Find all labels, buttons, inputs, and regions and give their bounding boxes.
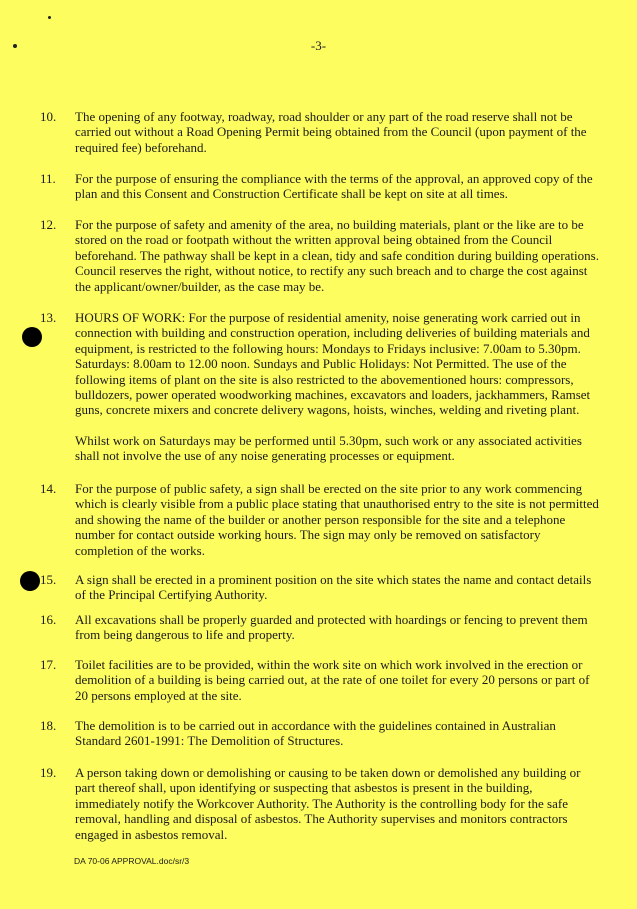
clause-number: 11.: [40, 171, 56, 186]
clause-number: 16.: [40, 612, 57, 627]
clause-number: 19.: [40, 765, 57, 780]
clause-number: 18.: [40, 718, 57, 733]
clause-text: HOURS OF WORK: For the purpose of residential amenity, noise generating work carried out in connection with building and construction operation, including deliveries of building materials and equipment, is restricted to the following hours: Mondays to Fridays inclusive: 7.00am to 5.30pm. Saturdays: 8.00am to 12.00 noon. Sundays and Public Holidays: Not Permitted. The use of the following items of plant on the site is also restricted to the abovementioned hours: compressors, bulldozers, power operated woodworking machines, excavators and loaders, jackhammers, Ramset guns, concrete mixers and concrete delivery wagons, hoists, winches, welding and riveting plant.: [75, 310, 591, 418]
clause-11: [40, 171, 600, 202]
paper-speck: [48, 16, 51, 19]
punch-hole: [22, 327, 42, 347]
clause-18: [40, 718, 600, 749]
clause-text: All excavations shall be properly guarded and protected with hoardings or fencing to prevent them from being dangerous to life and property.: [75, 612, 588, 643]
clause-number: 13.: [40, 310, 57, 325]
clause-number: 15.: [40, 572, 57, 587]
clause-text: For the purpose of safety and amenity of the area, no building materials, plant or the like are to be stored on the road or footpath without the written approval being obtained from the Council beforehand. The pathway shall be kept in a clean, tidy and safe condition during building operations. Council reserves the right, without notice, to rectify any such breach and to charge the cost against the applicant/owner/builder, as the case may be.: [75, 217, 599, 294]
clause-text: The opening of any footway, roadway, road shoulder or any part of the road reserve shall not be carried out without a Road Opening Permit being obtained from the Council (upon payment of the required fee) beforehand.: [75, 109, 587, 155]
clause-19: [40, 765, 600, 842]
clause-10: [40, 109, 600, 155]
clause-number: 17.: [40, 657, 57, 672]
clause-16: [40, 612, 600, 643]
punch-hole: [20, 571, 40, 591]
clause-number: 10.: [40, 109, 57, 124]
clause-text-continued: Whilst work on Saturdays may be performed until 5.30pm, such work or any associated activities shall not involve the use of any noise generating processes or equipment.: [75, 432, 582, 464]
clause-number: 14.: [40, 481, 57, 496]
document-reference: DA 70-06 APPROVAL.doc/sr/3: [74, 856, 190, 866]
clause-13: [40, 310, 600, 464]
clause-text: Toilet facilities are to be provided, within the work site on which work involved in the erection or demolition of a building is being carried out, at the rate of one toilet for every 20 persons or part of 20 persons employed at the site.: [75, 657, 590, 703]
clause-14: [40, 481, 600, 558]
clause-text: A sign shall be erected in a prominent position on the site which states the name and contact details of the Principal Certifying Authority.: [75, 572, 592, 603]
clause-text: A person taking down or demolishing or causing to be taken down or demolished any building or part thereof shall, upon identifying or suspecting that asbestos is present in the building, immediately notify the Workcover Authority. The Authority is the controlling body for the safe removal, handling and disposal of asbestos. The Authority supervises and monitors contractors engaged in asbestos removal.: [75, 765, 581, 842]
clause-15: [40, 572, 600, 603]
clause-text: For the purpose of ensuring the compliance with the terms of the approval, an approved copy of the plan and this Consent and Construction Certificate shall be kept on site at all times.: [75, 171, 593, 202]
page-number: -3-: [310, 38, 327, 53]
clause-number: 12.: [40, 217, 57, 232]
clause-text: For the purpose of public safety, a sign shall be erected on the site prior to any work commencing which is clearly visible from a public place stating that unauthorised entry to the site is not permitted and showing the name of the builder or another person responsible for the site and a telephone number for contact outside working hours. The sign may only be removed on satisfactory completion of the works.: [75, 481, 599, 558]
clause-17: [40, 657, 600, 703]
clause-text: The demolition is to be carried out in accordance with the guidelines contained in Australian Standard 2601-1991: The Demolition of Structures.: [75, 718, 556, 749]
clause-12: [40, 217, 600, 294]
